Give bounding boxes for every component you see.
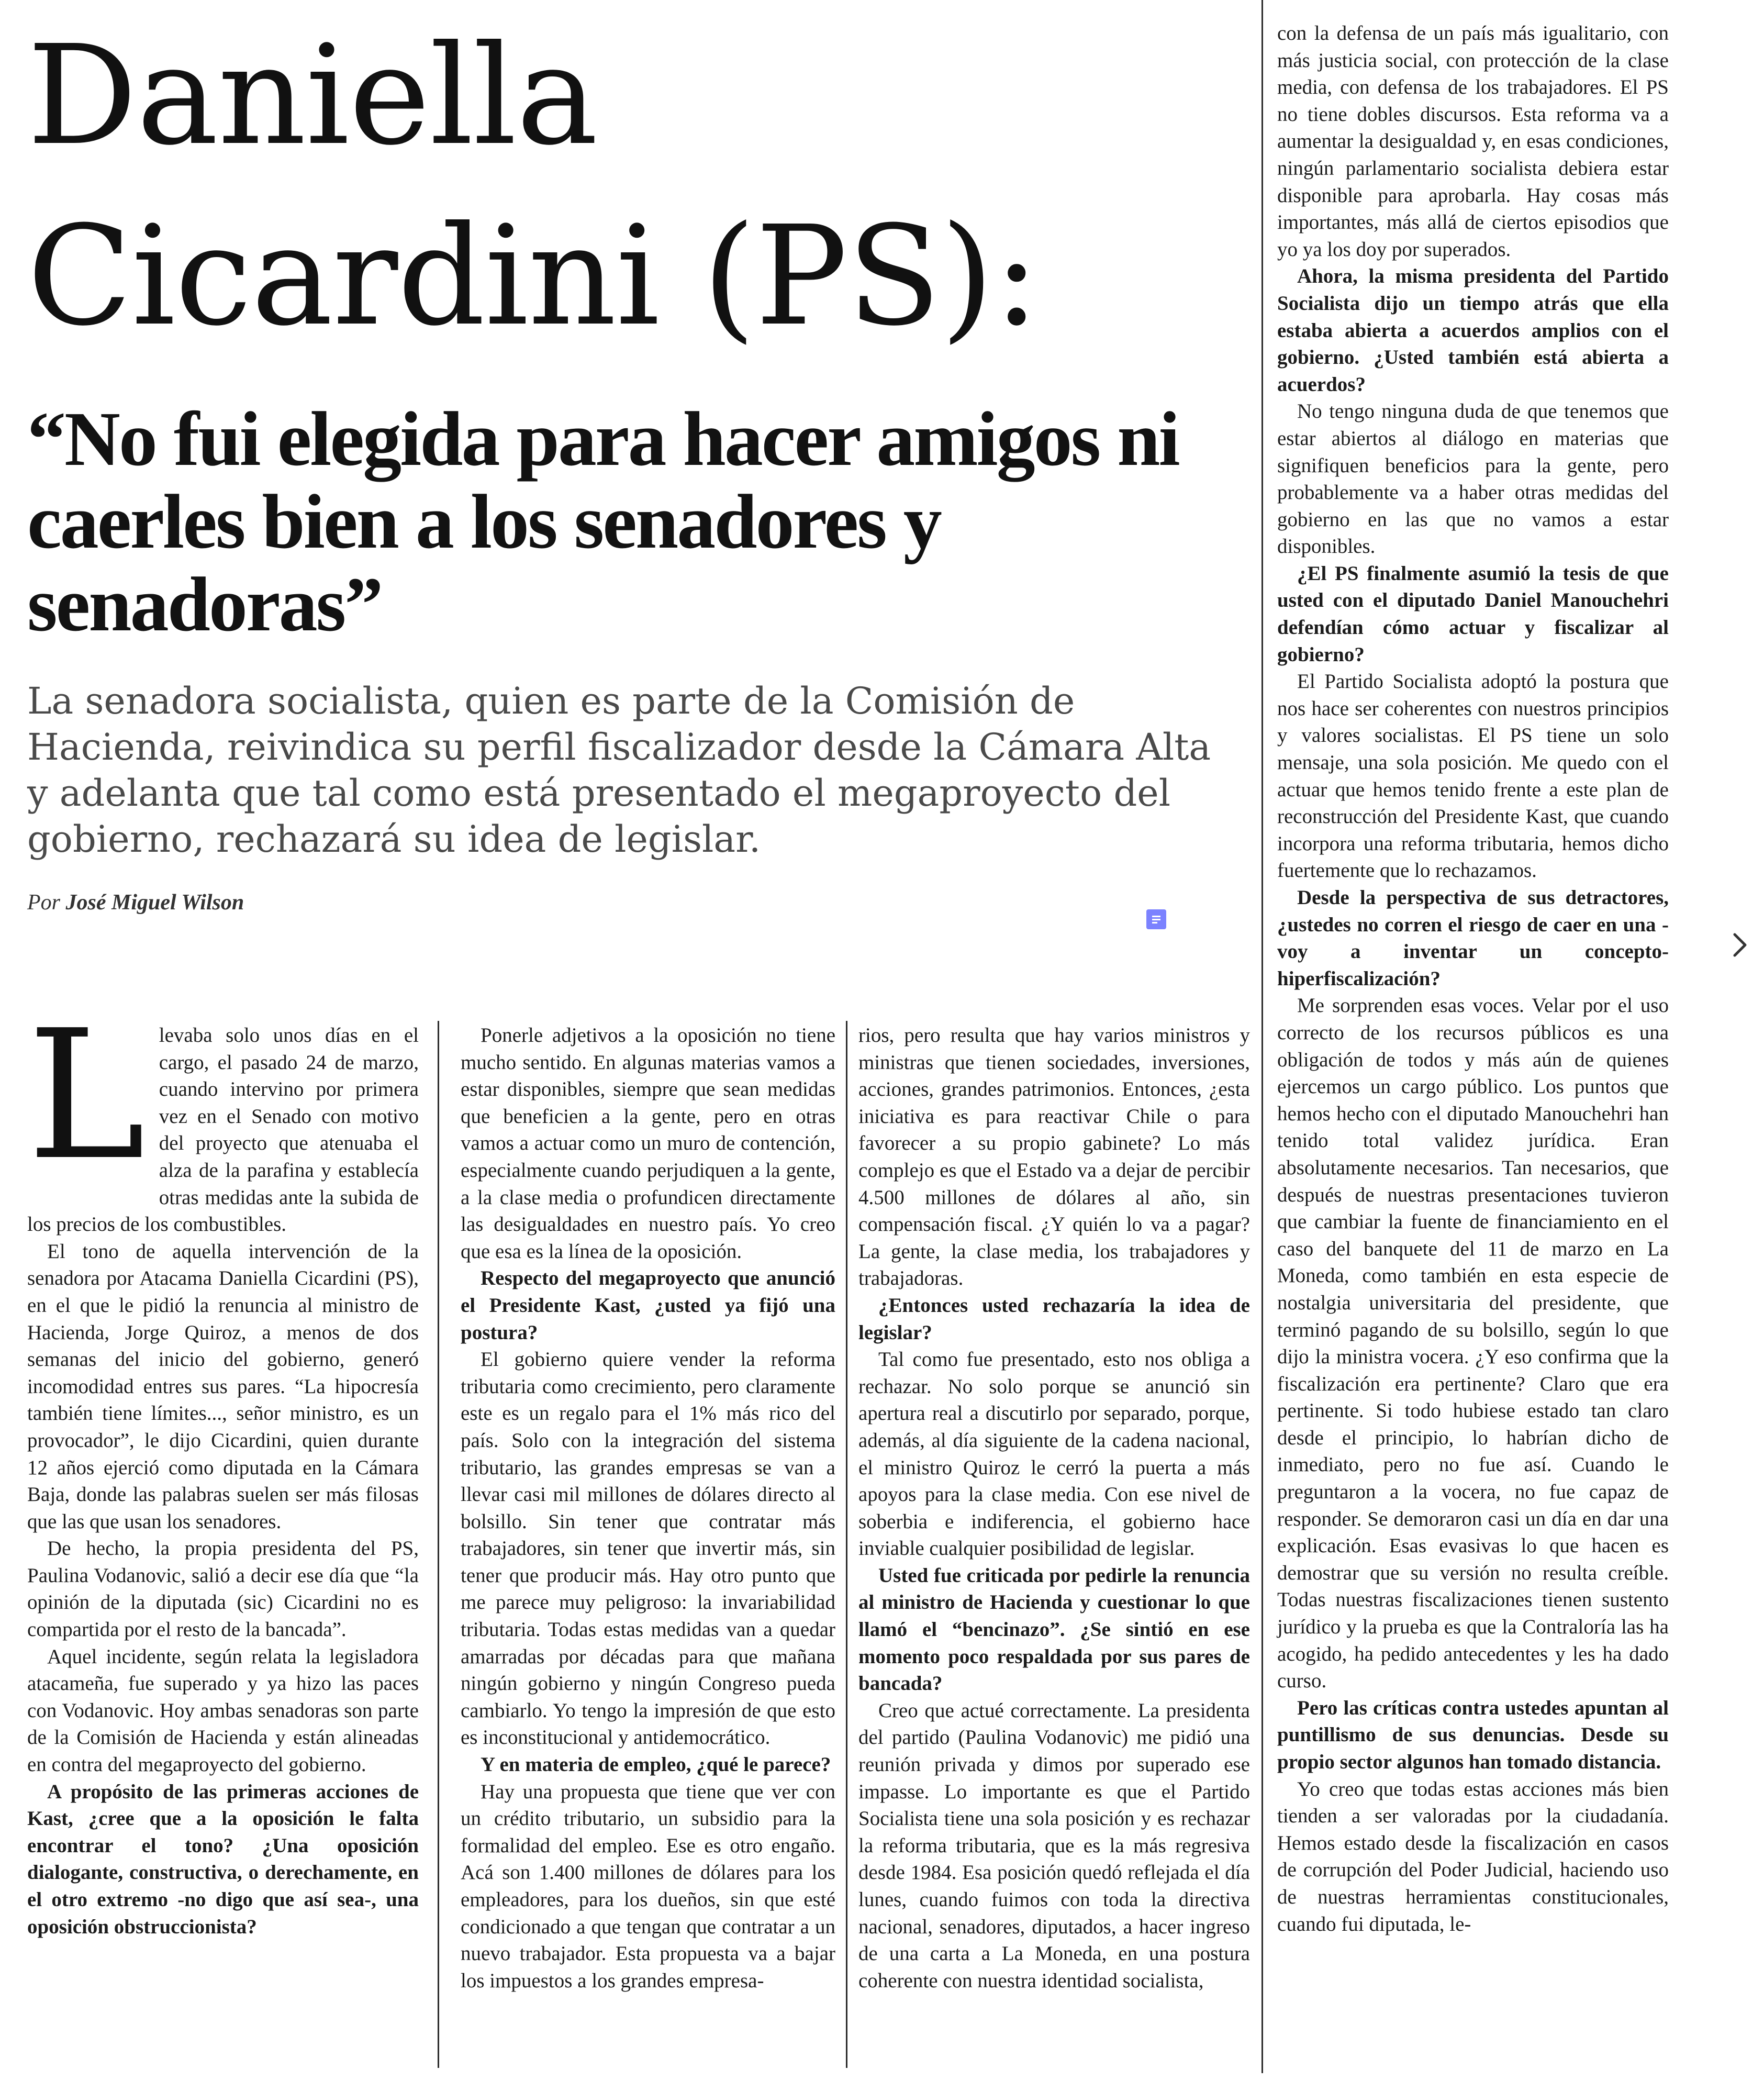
paragraph: No tengo ninguna duda de que tenemos que estar abiertos al diálogo en materias que signifiquen beneficios para la gente, pero probablemente va a haber otras medidas del gobierno en las que no vamos a estar disponibles.: [1277, 400, 1669, 558]
drop-cap: L: [27, 992, 146, 1199]
byline-author: José Miguel Wilson: [65, 891, 244, 915]
column-rule-3: [1261, 0, 1263, 2073]
paragraph: Tal como fue presentado, esto nos obliga a rechazar. No solo porque se anunció sin apertura real a discutirlo por separado, porque, además, al día siguiente de la cadena nacional, el ministro Quiroz le cerró la puerta a más apoyos para la clase media. Con ese nivel de soberbia e indiferencia, el gobierno hace inviable cualquier posibilidad de legislar.: [858, 1348, 1250, 1560]
paragraph: levaba solo unos días en el cargo, el pasado 24 de marzo, cuando intervino por primera vez en el Senado con motivo del proyecto que atenuaba el alza de la parafina y establecía otras medidas ante la subida de los precios de los combustibles.: [27, 1024, 419, 1236]
paragraph: con la defensa de un país más igualitario, con más justicia social, con protección de la clase media, con defensa de los trabajadores. El PS no tiene dobles discursos. Esta reforma va a aumentar la desigualdad y, en esas condiciones, ningún parlamentario socialista debiera estar disponible para aprobarla. Hay cosas más importantes, más allá de ciertos episodios que yo ya los doy por superados.: [1277, 22, 1669, 261]
byline: [27, 890, 244, 915]
interview-question: Usted fue criticada por pedirle la renuncia al ministro de Hacienda y cuestionar lo que llamó el “bencinazo”. ¿Se sintió en ese momento poco respaldada por sus pares de bancada?: [858, 1564, 1250, 1695]
article-column-3: [858, 1022, 1250, 1994]
paragraph: Aquel incidente, según relata la legisladora atacameña, fue superado y ya hizo las paces con Vodanovic. Hoy ambas senadoras son parte de la Comisión de Hacienda y están alineadas en contra del megaproyecto del gobierno.: [27, 1645, 419, 1776]
paragraph: El tono de aquella intervención de la senadora por Atacama Daniella Cicardini (PS), en el que le pidió la renuncia al ministro de Hacienda, Jorge Quiroz, a menos de dos semanas del inicio del gobierno, generó incomodidad entres sus pares. “La hipocresía también tiene límites..., señor ministro, es un provocador”, le dijo Cicardini, quien durante 12 años ejerció como diputada en la Cámara Baja, donde las palabras suelen ser más filosas que las que usan los senadores.: [27, 1240, 419, 1533]
interview-question: ¿El PS finalmente asumió la tesis de que usted con el diputado Daniel Manouchehri defendían cómo actuar y fiscalizar al gobierno?: [1277, 562, 1669, 666]
paragraph: Yo creo que todas estas acciones más bien tienden a ser valoradas por la ciudadanía. Hemos estado desde la fiscalización en casos de corrupción del Poder Judicial, haciendo uso de nuestras herramientas constitucionales, cuando fui diputada, le-: [1277, 1777, 1669, 1935]
interview-question: Respecto del megaproyecto que anunció el Presidente Kast, ¿usted ya fijó una postura?: [461, 1267, 835, 1344]
paragraph: Creo que actué correctamente. La presidenta del partido (Paulina Vodanovic) me pidió una reunión privada y dimos por superado ese impasse. Lo importante es que el Partido Socialista tiene una sola posición y es rechazar la reforma tributaria, que es la más regresiva desde 1984. Esa posición quedó reflejada el día lunes, cuando fuimos con toda la directiva nacional, senadores, diputados, a hacer ingreso de una carta a La Moneda, en una postura coherente con nuestra identidad socialista,: [858, 1699, 1250, 1992]
headline-quote: “No fui elegida para hacer amigos ni caerles bien a los senadores y senadoras”: [27, 396, 1179, 648]
article-column-4: [1277, 20, 1669, 1938]
column-rule-2: [846, 1021, 847, 2068]
article-column-1: [27, 992, 419, 1940]
interview-question: ¿Entonces usted rechazaría la idea de legislar?: [858, 1294, 1250, 1344]
interview-question: Y en materia de empleo, ¿qué le parece?: [481, 1753, 831, 1776]
note-icon[interactable]: [1146, 909, 1166, 929]
paragraph: El Partido Socialista adoptó la postura que nos hace ser coherentes con nuestros principios y valores socialistas. El PS tiene un solo mensaje, una sola posición. Me quedo con el actuar que hemos tenido frente a este plan de reconstrucción del Presidente Kast, que cuando incorpora una reforma tributaria, hemos dicho fuertemente que lo rechazamos.: [1277, 670, 1669, 882]
paragraph: De hecho, la propia presidenta del PS, Paulina Vodanovic, salió a decir ese día que “la opinión de la diputada (sic) Cicardini no es compartida por el resto de la bancada”.: [27, 1537, 419, 1641]
article-column-2: [461, 1022, 835, 1994]
paragraph: Ponerle adjetivos a la oposición no tiene mucho sentido. En algunas materias vamos a estar disponibles, siempre que sean medidas que beneficien a la gente, pero en otras vamos a actuar como un muro de contención, especialmente cuando perjudiquen a la gente, a la clase media o profundicen directamente las desigualdades en nuestro país. Yo creo que esa es la línea de la oposición.: [461, 1024, 835, 1263]
headline-line-1: Daniella: [27, 16, 598, 175]
next-page-button[interactable]: [1727, 929, 1752, 961]
paragraph: Hay una propuesta que tiene que ver con un crédito tributario, un subsidio para la formalidad del empleo. Ese es otro engaño. Acá son 1.400 millones de dólares para los empleadores, para los dueños, sin que esté condicionado a que tengan que contratar a un nuevo trabajador. Esta propuesta va a bajar los impuestos a los grandes empresa-: [461, 1780, 835, 1992]
interview-question: A propósito de las primeras acciones de Kast, ¿cree que a la oposición le falta encontrar el tono? ¿Una oposición dialogante, constructiva, o derechamente, en el otro extremo -no digo que así sea-, una oposición obstruccionista?: [27, 1780, 419, 1938]
chevron-right-icon: [1727, 929, 1752, 961]
interview-question: Desde la perspectiva de sus detractores, ¿ustedes no corren el riesgo de caer en una -voy a inventar un concepto- hiperfiscalización?: [1277, 886, 1669, 990]
paragraph: El gobierno quiere vender la reforma tributaria como crecimiento, pero claramente este es un regalo para el 1% más rico del país. Solo con la integración del sistema tributario, las grandes empresas se van a llevar casi mil millones de dólares directo al bolsillo. Sin tener que contratar más trabajadores, sin tener que invertir más, sin tener que producir más. Hay otro punto que me parece muy peligroso: la invariabilidad tributaria. Todas estas medidas van a quedar amarradas por décadas para que mañana ningún gobierno y ningún Congreso pueda cambiarlo. Yo tengo la impresión de que esto es inconstitucional y antidemocrático.: [461, 1348, 835, 1749]
lede: La senadora socialista, quien es parte de la Comisión de Hacienda, reivindica su perfil fiscalizador desde la Cámara Alta y adelanta que tal como está presentado el megaproyecto del gobierno, rechazará su idea de legislar.: [27, 680, 1211, 861]
headline-name: [27, 5, 1247, 366]
interview-question: Pero las críticas contra ustedes apuntan al puntillismo de sus denuncias. Desde su propio sector algunos han tomado distancia.: [1277, 1696, 1669, 1773]
column-rule-1: [438, 1021, 439, 2068]
byline-prefix: Por: [27, 891, 60, 915]
interview-question: Ahora, la misma presidenta del Partido Socialista dijo un tiempo atrás que ella estaba abierta a acuerdos amplios con el gobierno. ¿Usted también está abierta a acuerdos?: [1277, 265, 1669, 396]
paragraph: Me sorprenden esas voces. Velar por el uso correcto de los recursos públicos es una obligación de todos y más aún de quienes ejercemos un cargo público. Los puntos que hemos hecho con el diputado Manouchehri han tenido total validez jurídica. Eran absolutamente necesarios. Tan necesarios, que después de nuestras presentaciones tuvieron que cambiar la fuente de financiamiento en el caso del banquete del 11 de marzo en La Moneda, como también en esta especie de nostalgia universitaria del presidente, que terminó pagando de su bolsillo, según lo que dijo la ministra vocera. ¿Y eso confirma que la fiscalización era pertinente? Claro que era pertinente. Si todo hubiese estado tan claro desde el principio, lo habrían dicho de inmediato, pero no fue así. Cuando le preguntaron a la vocera, no fue capaz de responder. Se demoraron casi un día en dar una explicación. Esas evasivas lo que hacen es demostrar que su versión no resulta creíble. Todas nuestras fiscalizaciones tienen sustento jurídico y la prueba es que la Contraloría las ha acogido, ha pedido antecedentes y les ha dado curso.: [1277, 994, 1669, 1693]
headline-line-2: Cicardini (PS):: [27, 196, 1040, 356]
paragraph: rios, pero resulta que hay varios ministros y ministras que tienen sociedades, inversiones, acciones, grandes patrimonios. Entonces, ¿esta iniciativa es para reactivar Chile o para favorecer a su propio gabinete? Lo más complejo es que el Estado va a dejar de percibir 4.500 millones de dólares al año, sin compensación fiscal. ¿Y quién lo va a pagar? La gente, la clase media, los trabajadores y trabajadoras.: [858, 1024, 1250, 1290]
